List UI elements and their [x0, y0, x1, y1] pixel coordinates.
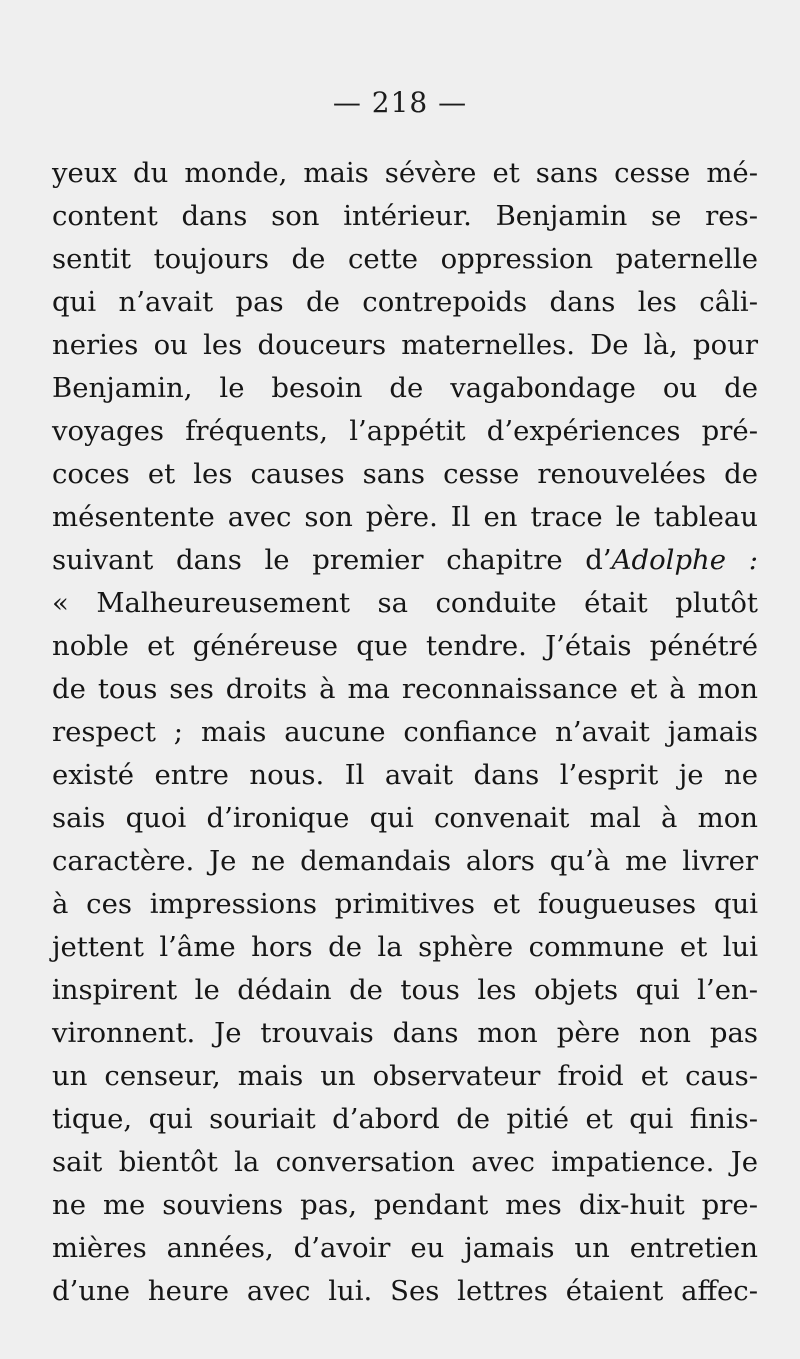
text-line: sait bientôt la conversation avec impatience. Je [52, 1146, 758, 1178]
text-line: de tous ses droits à ma reconnaissance et à mon [52, 673, 758, 705]
text-line: respect ; mais aucune confiance n’avait jamais [52, 716, 758, 748]
text-line: « Malheureusement sa conduite était plutôt [52, 587, 758, 619]
text-line: mésentente avec son père. Il en trace le tableau [52, 501, 758, 533]
book-title: Adolphe : [611, 544, 758, 576]
page-number: — 218 — [332, 86, 468, 119]
text-line: neries ou les douceurs maternelles. De là, pour [52, 329, 758, 361]
text-line: inspirent le dédain de tous les objets qui l’en- [52, 974, 758, 1006]
text-line: un censeur, mais un observateur froid et caus- [52, 1060, 758, 1092]
text-line: voyages fréquents, l’appétit d’expériences pré- [52, 415, 758, 447]
text-line-with-title [52, 539, 758, 582]
text-line: mières années, d’avoir eu jamais un entretien [52, 1232, 758, 1264]
text-line: sentit toujours de cette oppression paternelle [52, 243, 758, 275]
text-line: content dans son intérieur. Benjamin se res- [52, 200, 758, 232]
text-line: noble et généreuse que tendre. J’étais pénétré [52, 630, 758, 662]
text-line: caractère. Je ne demandais alors qu’à me livrer [52, 845, 758, 877]
text-line: jettent l’âme hors de la sphère commune et lui [52, 931, 758, 963]
text-line: coces et les causes sans cesse renouvelées de [52, 458, 758, 490]
text-line: sais quoi d’ironique qui convenait mal à mon [52, 802, 758, 834]
text-line: existé entre nous. Il avait dans l’esprit je ne [52, 759, 758, 791]
text-line: qui n’avait pas de contrepoids dans les câli- [52, 286, 758, 318]
text-line: tique, qui souriait d’abord de pitié et qui finis- [52, 1103, 758, 1135]
text-line: vironnent. Je trouvais dans mon père non pas [52, 1017, 758, 1049]
text-line: d’une heure avec lui. Ses lettres étaient affec- [52, 1275, 758, 1307]
text-line: à ces impressions primitives et fougueuses qui [52, 888, 758, 920]
text-line: Benjamin, le besoin de vagabondage ou de [52, 372, 758, 404]
text-line: yeux du monde, mais sévère et sans cesse mé- [52, 157, 758, 189]
body-text [52, 152, 758, 1313]
text-line: ne me souviens pas, pendant mes dix-huit pre- [52, 1189, 758, 1221]
text-segment: suivant dans le premier chapitre d’ [52, 544, 612, 576]
